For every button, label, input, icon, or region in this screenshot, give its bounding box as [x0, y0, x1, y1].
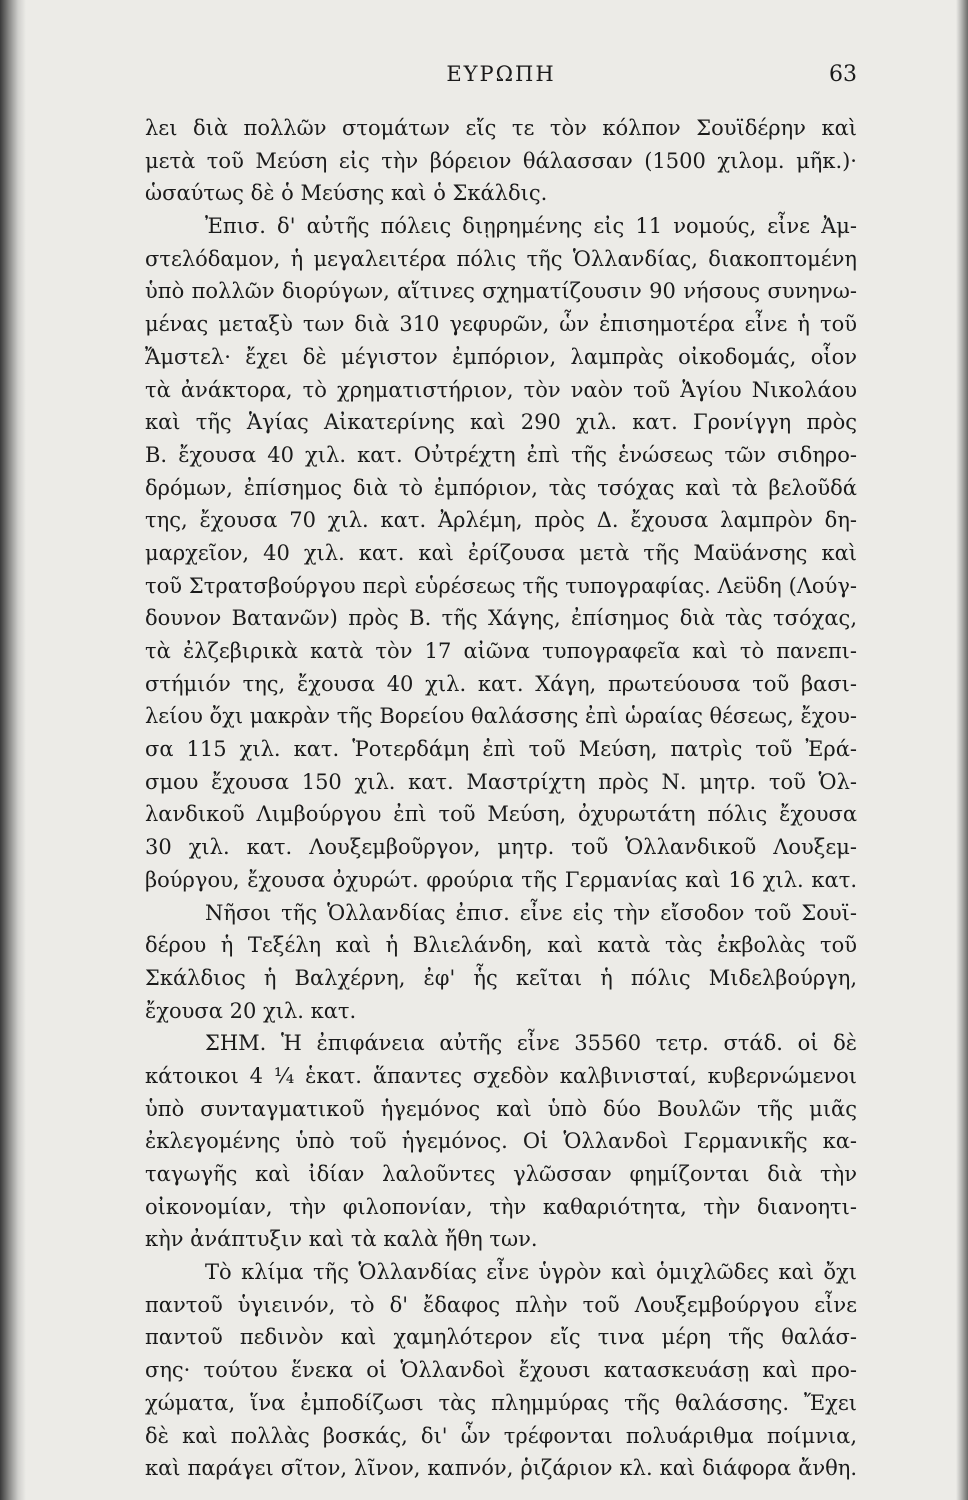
- text-line: καὶ παράγει σῖτον, λῖνον, καπνόν, ῥιζάριον κλ. καὶ διάφορα ἄνθη.: [145, 1456, 857, 1481]
- text-line: σμου ἔχουσα 150 χιλ. κατ. Μαστρίχτη πρὸς Ν. μητρ. τοῦ Ὁλ-: [145, 769, 857, 794]
- body-text: [145, 112, 857, 1485]
- text-line: Σκάλδιος ἡ Βαλχέρνη, ἐφ' ἧς κεῖται ἡ πόλις Μιδελβούργη,: [145, 965, 857, 990]
- text-line: ΣΗΜ. Ἡ ἐπιφάνεια αὐτῆς εἶνε 35560 τετρ. στάδ. οἱ δὲ: [205, 1031, 857, 1056]
- text-line: δουνον Βατανῶν) πρὸς Β. τῆς Χάγης, ἐπίσημος διὰ τὰς τσόχας,: [145, 606, 857, 631]
- text-line: μαρχεῖον, 40 χιλ. κατ. καὶ ἐρίζουσα μετὰ τῆς Μαϋάνσης καὶ: [145, 540, 857, 565]
- text-line: καὶ τῆς Ἁγίας Αἰκατερίνης καὶ 290 χιλ. κατ. Γρονίγγη πρὸς: [145, 410, 857, 435]
- text-line: Νῆσοι τῆς Ὁλλανδίας ἐπισ. εἶνε εἰς τὴν εἴσοδον τοῦ Σουϊ-: [205, 900, 857, 925]
- text-line: κὴν ἀνάπτυξιν καὶ τὰ καλὰ ἤθη των.: [145, 1227, 538, 1252]
- text-line: στελόδαμον, ἡ μεγαλειτέρα πόλις τῆς Ὁλλανδίας, διακοπτομένη: [145, 246, 857, 271]
- text-line: βούργου, ἔχουσα ὀχυρώτ. φρούρια τῆς Γερμανίας καὶ 16 χιλ. κατ.: [145, 867, 857, 892]
- text-line: Ἐπισ. δ' αὐτῆς πόλεις διῃρημένης εἰς 11 νομούς, εἶνε Ἀμ-: [205, 214, 857, 239]
- page-edge-shadow: [956, 0, 968, 1500]
- text-line: 30 χιλ. κατ. Λουξεμβοῦργον, μητρ. τοῦ Ὁλλανδικοῦ Λουξεμ-: [145, 835, 857, 860]
- text-line: μένας μεταξὺ των διὰ 310 γεφυρῶν, ὧν ἐπισημοτέρα εἶνε ἡ τοῦ: [145, 312, 857, 337]
- text-line: σα 115 χιλ. κατ. Ῥοτερδάμη ἐπὶ τοῦ Μεύση, πατρὶς τοῦ Ἐρά-: [145, 737, 857, 762]
- running-title: ΕΥΡΩΠΗ: [446, 62, 556, 86]
- page-binding-shadow: [0, 0, 26, 1500]
- text-line: Β. ἔχουσα 40 χιλ. κατ. Οὐτρέχτη ἐπὶ τῆς ἑνώσεως τῶν σιδηρο-: [145, 442, 857, 467]
- text-line: Ἄμστελ· ἔχει δὲ μέγιστον ἐμπόριον, λαμπρὰς οἰκοδομάς, οἷον: [145, 344, 857, 369]
- text-line: δρόμων, ἐπίσημος διὰ τὸ ἐμπόριον, τὰς τσόχας καὶ τὰ βελοῦδά: [145, 475, 857, 500]
- text-line: χώματα, ἵνα ἐμποδίζωσι τὰς πλημμύρας τῆς θαλάσσης. Ἔχει: [145, 1390, 857, 1415]
- text-line: τοῦ Στρατσβούργου περὶ εὑρέσεως τῆς τυπογραφίας. Λεϋδη (Λούγ-: [145, 573, 857, 598]
- text-line: ἐκλεγομένης ὑπὸ τοῦ ἡγεμόνος. Οἱ Ὁλλανδοὶ Γερμανικῆς κα-: [145, 1129, 857, 1154]
- text-line: λει διὰ πολλῶν στομάτων εἴς τε τὸν κόλπον Σουϊδέρην καὶ: [145, 116, 857, 140]
- text-line: μετὰ τοῦ Μεύση εἰς τὴν βόρειον θάλασσαν (1500 χιλομ. μῆκ.)·: [145, 148, 857, 173]
- text-line: λείου ὄχι μακρὰν τῆς Βορείου θαλάσσης ἐπὶ ὡραίας θέσεως, ἔχου-: [145, 704, 857, 729]
- page-header: [145, 62, 857, 96]
- text-line: τὰ ἀνάκτορα, τὸ χρηματιστήριον, τὸν ναὸν τοῦ Ἁγίου Νικολάου: [145, 377, 857, 402]
- text-line: τὰ ἐλζεβιρικὰ κατὰ τὸν 17 αἰῶνα τυπογραφεῖα καὶ τὸ πανεπι-: [145, 639, 857, 663]
- page-number: 63: [829, 62, 857, 87]
- text-line: ὑπὸ πολλῶν διορύγων, αἵτινες σχηματίζουσιν 90 νήσους συνηνω-: [145, 279, 857, 304]
- text-line: της, ἔχουσα 70 χιλ. κατ. Ἀρλέμη, πρὸς Δ. ἔχουσα λαμπρὸν δη-: [145, 508, 857, 533]
- text-line: δὲ καὶ πολλὰς βοσκάς, δι' ὧν τρέφονται πολυάριθμα ποίμνια,: [145, 1423, 857, 1448]
- text-line: δέρου ἡ Τεξέλη καὶ ἡ Βλιελάνδη, καὶ κατὰ τὰς ἐκβολὰς τοῦ: [145, 933, 857, 958]
- text-line: οἰκονομίαν, τὴν φιλοπονίαν, τὴν καθαριότητα, τὴν διανοητι-: [145, 1194, 857, 1219]
- text-line: παντοῦ ὑγιεινόν, τὸ δ' ἔδαφος πλὴν τοῦ Λουξεμβούργου εἶνε: [145, 1292, 857, 1317]
- text-line: κάτοικοι 4 ¼ ἑκατ. ἅπαντες σχεδὸν καλβινισταί, κυβερνώμενοι: [145, 1063, 857, 1088]
- text-line: ὑπὸ συνταγματικοῦ ἡγεμόνος καὶ ὑπὸ δύο Βουλῶν τῆς μιᾶς: [145, 1096, 857, 1121]
- text-line: λανδικοῦ Λιμβούργου ἐπὶ τοῦ Μεύση, ὀχυρωτάτη πόλις ἔχουσα: [145, 802, 857, 827]
- text-line: σης· τούτου ἕνεκα οἱ Ὁλλανδοὶ ἔχουσι κατασκευάσῃ καὶ προ-: [145, 1358, 857, 1383]
- text-line: στήμιόν της, ἔχουσα 40 χιλ. κατ. Χάγη, πρωτεύουσα τοῦ βασι-: [145, 671, 857, 696]
- text-line: ἔχουσα 20 χιλ. κατ.: [145, 998, 357, 1023]
- text-line: ταγωγῆς καὶ ἰδίαν λαλοῦντες γλῶσσαν φημίζονται διὰ τὴν: [145, 1162, 857, 1186]
- text-line: ὡσαύτως δὲ ὁ Μεύσης καὶ ὁ Σκάλδις.: [145, 181, 548, 206]
- text-line: Τὸ κλίμα τῆς Ὁλλανδίας εἶνε ὑγρὸν καὶ ὁμιχλῶδες καὶ ὄχι: [205, 1260, 857, 1285]
- text-line: παντοῦ πεδινὸν καὶ χαμηλότερον εἴς τινα μέρη τῆς θαλάσ-: [145, 1325, 857, 1350]
